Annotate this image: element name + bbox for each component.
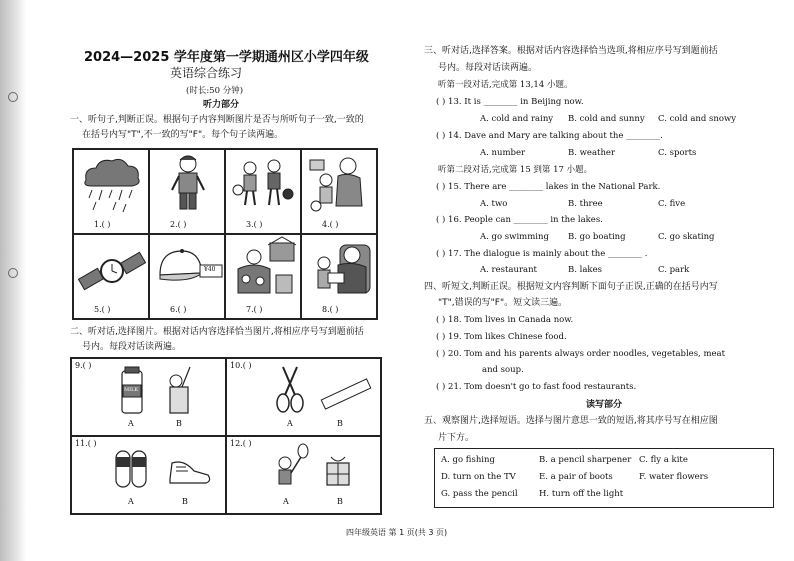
question-19: ( ) 19. Tom likes Chinese food.: [436, 332, 567, 342]
option-15a: A. two: [480, 199, 508, 209]
item-label: 5.( ): [94, 305, 111, 314]
dialogue-note: 听第二段对话,完成第 15 到第 17 小题。: [438, 165, 593, 175]
part5-instruction: 片下方。: [438, 433, 475, 443]
option-16b: B. go boating: [568, 232, 626, 242]
item-label: 12.( ): [230, 439, 252, 448]
part3-instruction: 三、听对话,选择答案。根据对话内容选择恰当选项,将相应序号写到题前括: [424, 46, 718, 56]
option-a: A: [128, 497, 134, 506]
option-a: A: [287, 419, 293, 428]
binding-hole: [8, 268, 18, 278]
question-18: ( ) 18. Tom lives in Canada now.: [436, 315, 574, 325]
phrase-option: H. turn off the light: [539, 489, 624, 499]
picture-cell: [149, 234, 225, 319]
option-16a: A. go swimming: [480, 232, 549, 242]
phrase-option: E. a pair of boots: [539, 472, 613, 482]
picture-cell: [225, 234, 301, 319]
listening-heading: 听力部分: [203, 100, 240, 110]
option-b: B: [337, 419, 343, 428]
part3-instruction: 号内。每段对话读两遍。: [438, 63, 538, 73]
option-16c: C. go skating: [658, 232, 715, 242]
phrase-option: A. go fishing: [441, 455, 495, 465]
option-14c: C. sports: [658, 148, 697, 158]
option-17a: A. restaurant: [480, 265, 537, 275]
exam-duration: (时长:50 分钟): [186, 86, 244, 96]
phrase-options-box: [434, 448, 774, 508]
part2-picture-grid: [70, 357, 382, 515]
phrase-option: F. water flowers: [639, 472, 709, 482]
part1-instruction: 在括号内写"T",不一致的写"F"。每个句子读两遍。: [82, 130, 284, 140]
part4-instruction: "T",错误的写"F"。短文读三遍。: [438, 298, 568, 308]
children-playing-icon: [226, 150, 302, 236]
question-20-continued: and soup.: [482, 365, 524, 375]
picture-cell: [226, 358, 381, 436]
grandmother-reading-icon: [302, 235, 378, 321]
item-label: 2.( ): [170, 220, 187, 229]
part4-instruction: 四、听短文,判断正误。根据短文内容判断下面句子正误,正确的在括号内写: [424, 282, 718, 292]
item-label: 6.( ): [170, 305, 187, 314]
exam-subtitle: 英语综合练习: [170, 66, 243, 80]
cap-icon: [150, 235, 226, 321]
grandmother-child-icon: [302, 150, 378, 236]
option-b: B: [337, 497, 343, 506]
item-label: 10.( ): [230, 361, 252, 370]
picture-cell: [301, 234, 377, 319]
option-15b: B. three: [568, 199, 603, 209]
picture-cell: [71, 358, 226, 436]
phrase-option: B. a pencil sharpener: [539, 455, 632, 465]
option-14b: B. weather: [568, 148, 616, 158]
question-21: ( ) 21. Tom doesn't go to fast food restaurants.: [436, 382, 637, 392]
rain-cloud-icon: [74, 150, 150, 236]
option-13c: C. cold and snowy: [658, 114, 737, 124]
picture-cell: [225, 149, 301, 234]
part5-instruction: 五、观察图片,选择短语。选择与图片意思一致的短语,将其序号写在相应图: [424, 416, 718, 426]
page-footer: 四年级英语 第 1 页(共 3 页): [346, 528, 448, 537]
option-17b: B. lakes: [568, 265, 602, 275]
option-13b: B. cold and sunny: [568, 114, 645, 124]
question-14: ( ) 14. Dave and Mary are talking about the ________.: [436, 131, 663, 141]
item-label: 8.( ): [322, 305, 339, 314]
part1-picture-grid: [72, 148, 378, 320]
item-label: 4.( ): [322, 220, 339, 229]
phrase-option: G. pass the pencil: [441, 489, 518, 499]
part1-instruction: 一、听句子,判断正误。根据句子内容判断图片是否与所听句子一致,一致的: [70, 115, 364, 125]
part2-instruction: 号内。每段对话读两遍。: [82, 342, 182, 352]
reading-writing-heading: 读写部分: [586, 400, 623, 410]
question-20: ( ) 20. Tom and his parents always order noodles, vegetables, meat: [436, 349, 726, 359]
milk-juice-icon: [72, 359, 228, 438]
option-15c: C. five: [658, 199, 686, 209]
boy-gift-icon: [227, 437, 383, 516]
option-13a: A. cold and rainy: [480, 114, 554, 124]
picture-cell: [301, 149, 377, 234]
boy-icon: [150, 150, 226, 236]
question-15: ( ) 15. There are ________ lakes in the National Park.: [436, 182, 661, 192]
item-label: 7.( ): [246, 305, 263, 314]
item-label: 9.( ): [75, 361, 92, 370]
picture-cell: [73, 149, 149, 234]
slippers-sneakers-icon: [72, 437, 228, 516]
question-17: ( ) 17. The dialogue is mainly about the ________ .: [436, 249, 648, 259]
option-a: A: [283, 497, 289, 506]
picture-cell: [71, 436, 226, 514]
item-label: 3.( ): [246, 220, 263, 229]
picture-cell: [149, 149, 225, 234]
dialogue-note: 听第一段对话,完成第 13,14 小题。: [438, 80, 573, 90]
family-shopping-icon: [226, 235, 302, 321]
picture-cell: [226, 436, 381, 514]
watch-icon: [74, 235, 150, 321]
question-13: ( ) 13. It is ________ in Beijing now.: [436, 97, 584, 107]
scissors-ruler-icon: [227, 359, 383, 438]
phrase-option: C. fly a kite: [639, 455, 688, 465]
milk-label: MILK: [124, 387, 139, 393]
part2-instruction: 二、听对话,选择图片。根据对话内容选择恰当图片,将相应序号写到题前括: [70, 327, 364, 337]
picture-cell: [73, 234, 149, 319]
option-14a: A. number: [480, 148, 526, 158]
binding-shadow: [0, 0, 26, 561]
price-tag: ¥40: [204, 266, 216, 273]
item-label: 1.( ): [94, 220, 111, 229]
item-label: 11.( ): [75, 439, 97, 448]
option-b: B: [176, 419, 182, 428]
phrase-option: D. turn on the TV: [441, 472, 516, 482]
option-a: A: [128, 419, 134, 428]
question-16: ( ) 16. People can ________ in the lakes.: [436, 215, 603, 225]
option-b: B: [182, 497, 188, 506]
binding-hole: [8, 92, 18, 102]
option-17c: C. park: [658, 265, 690, 275]
exam-title: 2024—2025 学年度第一学期通州区小学四年级: [84, 50, 369, 65]
